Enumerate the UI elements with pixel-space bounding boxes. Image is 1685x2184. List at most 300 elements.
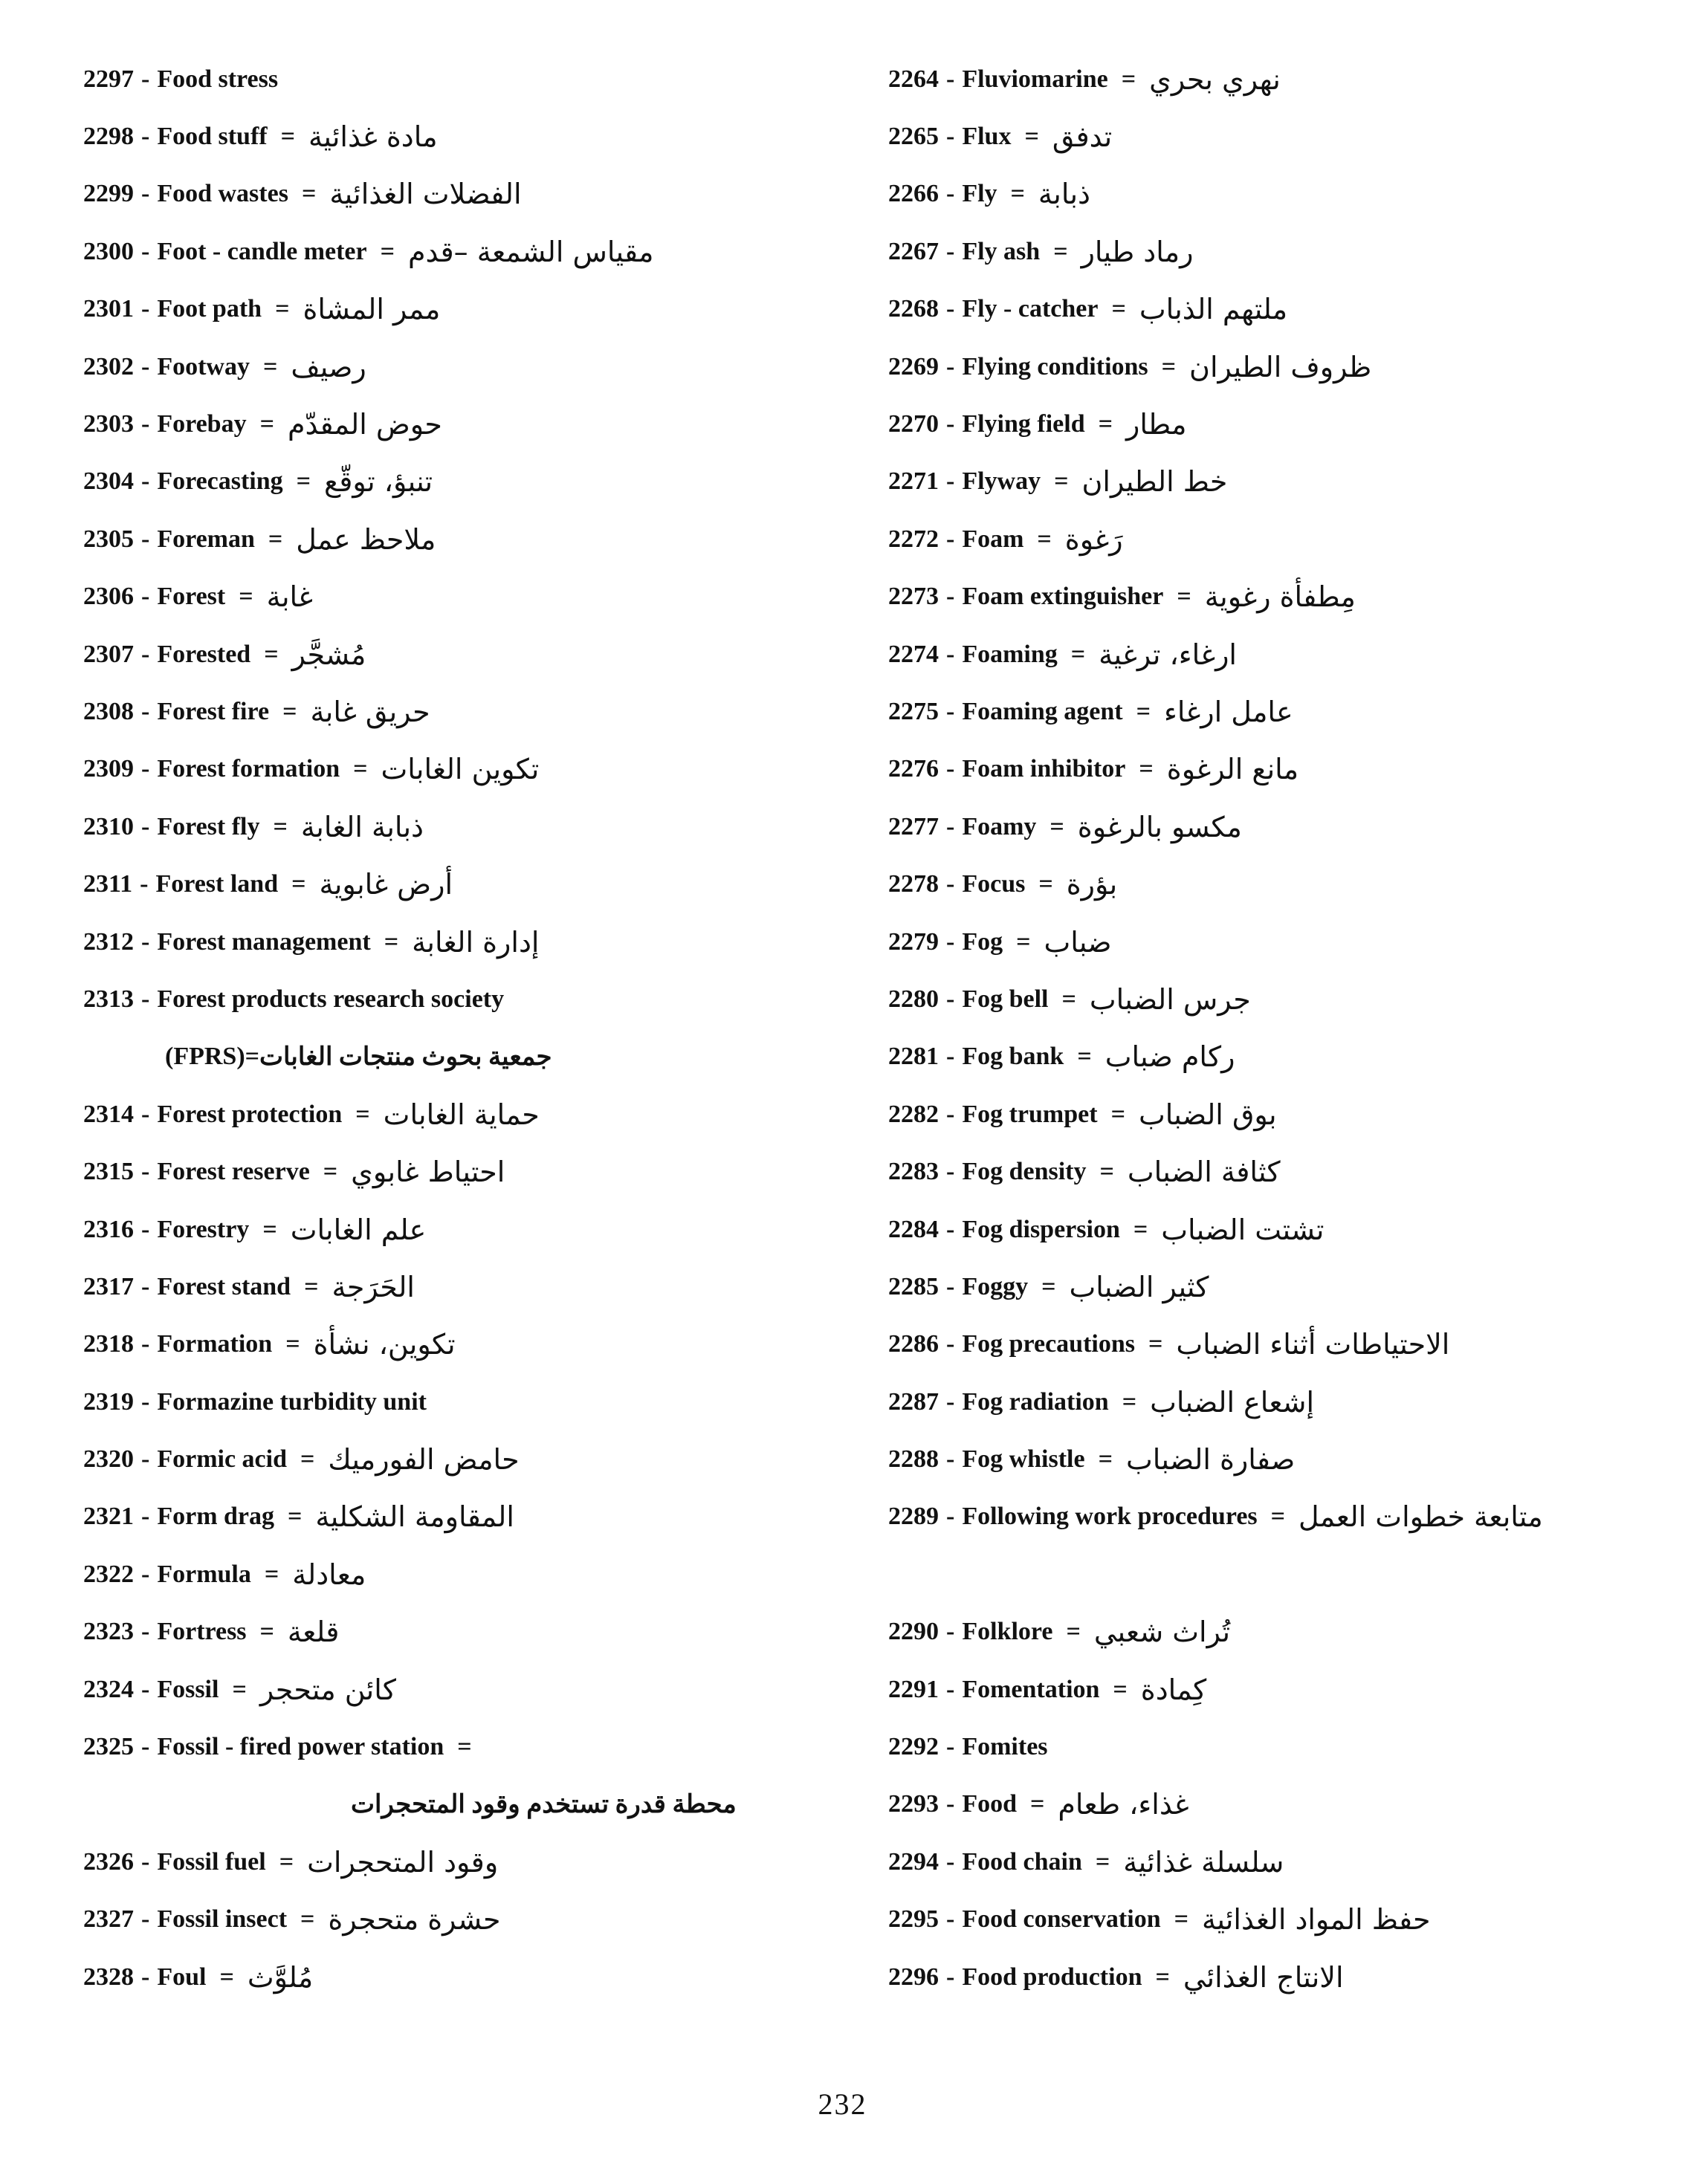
arabic-translation: سلسلة غذائية — [1123, 1845, 1284, 1879]
entry-dash: - — [946, 467, 955, 496]
entry-dash: - — [141, 410, 150, 438]
entry-number: 2271 — [888, 467, 939, 496]
entry-term: Formic acid — [157, 1445, 287, 1474]
entry-dash: - — [946, 123, 955, 151]
entry-dash: - — [946, 755, 955, 783]
arabic-translation: قلعة — [287, 1616, 340, 1649]
arabic-translation: مكسو بالرغوة — [1077, 810, 1242, 843]
glossary-entry — [888, 1028, 1669, 1086]
entry-number: 2285 — [888, 1272, 939, 1300]
entry-term: Flying conditions — [962, 352, 1148, 380]
entry-dash: - — [141, 180, 150, 208]
arabic-translation: حوض المقدّم — [287, 408, 442, 441]
entry-number: 2292 — [888, 1733, 939, 1761]
entry-number: 2308 — [83, 697, 134, 725]
glossary-entry — [888, 913, 1669, 971]
entry-number: 2283 — [888, 1158, 939, 1186]
equals-sign: = — [1139, 755, 1154, 783]
entry-dash: - — [946, 927, 955, 956]
glossary-entry — [888, 281, 1669, 338]
equals-sign: = — [1133, 1215, 1148, 1243]
entry-term: Formation — [157, 1330, 273, 1358]
arabic-translation: بؤرة — [1066, 868, 1118, 901]
entry-term: Foot - candle meter — [157, 237, 367, 265]
entry-term: Forebay — [157, 410, 247, 438]
entry-number: 2267 — [888, 237, 939, 265]
equals-sign: = — [1030, 1790, 1045, 1818]
equals-sign: = — [1077, 1043, 1092, 1071]
arabic-translation: حشرة متحجرة — [328, 1903, 501, 1937]
equals-sign: = — [262, 352, 278, 380]
glossary-entry — [83, 1546, 856, 1603]
entry-dash: - — [141, 65, 150, 93]
entry-term: Forest fly — [157, 812, 260, 840]
entry-dash: - — [946, 697, 955, 725]
entry-dash: - — [141, 812, 150, 840]
entry-term: Fog whistle — [962, 1445, 1085, 1474]
arabic-translation: جمعية بحوث منتجات الغابات — [259, 1043, 552, 1072]
arabic-translation: ممر المشاة — [303, 293, 441, 326]
entry-term: Formula — [157, 1560, 251, 1588]
entry-number: 2304 — [83, 467, 134, 496]
glossary-entry — [83, 1258, 856, 1315]
arabic-translation: مُلوَّث — [247, 1960, 314, 1994]
arabic-translation: متابعة خطوات العمل — [1298, 1500, 1543, 1534]
glossary-entry — [888, 1776, 1669, 1833]
glossary-entry — [83, 913, 856, 971]
arabic-translation: غذاء، طعام — [1058, 1788, 1189, 1821]
entry-term: Fortress — [157, 1618, 247, 1646]
entry-term: Foul — [157, 1963, 207, 1991]
entry-dash: - — [141, 1272, 150, 1300]
entry-dash: - — [946, 1215, 955, 1243]
entry-number: 2278 — [888, 870, 939, 898]
entry-number: 2269 — [888, 352, 939, 380]
equals-sign: = — [384, 927, 399, 956]
entry-dash: - — [141, 1618, 150, 1646]
entry-number: 2266 — [888, 180, 939, 208]
entry-term: Form drag — [157, 1503, 275, 1531]
arabic-translation: ظروف الطيران — [1189, 350, 1372, 383]
equals-sign: = — [1024, 123, 1039, 151]
glossary-entry — [83, 1948, 856, 2006]
entry-number: 2299 — [83, 180, 134, 208]
entry-term: Fog bank — [962, 1043, 1064, 1071]
arabic-translation: حفظ المواد الغذائية — [1201, 1903, 1431, 1937]
entry-number: 2307 — [83, 640, 134, 668]
glossary-entry — [888, 223, 1669, 280]
entry-term: Forest formation — [157, 755, 340, 783]
arabic-translation: مُشجَّر — [291, 638, 366, 671]
arabic-translation: عامل ارغاء — [1163, 695, 1293, 728]
arabic-translation: إشعاع الضباب — [1150, 1385, 1315, 1419]
equals-sign: = — [1053, 237, 1068, 265]
arabic-translation: الاحتياطات أثناء الضباب — [1176, 1328, 1450, 1361]
entry-term: Fomites — [962, 1733, 1048, 1761]
arabic-translation: مقياس الشمعة –قدم — [407, 235, 654, 268]
entry-number: 2280 — [888, 985, 939, 1013]
equals-sign: = — [1098, 410, 1113, 438]
entry-number: 2324 — [83, 1675, 134, 1703]
entry-dash: - — [946, 525, 955, 553]
entry-term: Foreman — [157, 525, 255, 553]
left-column — [83, 51, 856, 2006]
arabic-translation: ملاحظ عمل — [296, 522, 436, 556]
equals-sign: = — [282, 697, 297, 725]
entry-continuation — [83, 1028, 856, 1086]
arabic-translation: الفضلات الغذائية — [329, 178, 522, 211]
entry-term: Food stress — [157, 65, 279, 93]
entry-number: 2277 — [888, 812, 939, 840]
equals-sign: = — [1148, 1330, 1163, 1358]
entry-number: 2282 — [888, 1100, 939, 1128]
arabic-translation: رَغوة — [1064, 522, 1123, 556]
entry-dash: - — [946, 1387, 955, 1416]
entry-term: Fog precautions — [962, 1330, 1135, 1358]
entry-term: Forest stand — [157, 1272, 291, 1300]
page-number: 232 — [818, 2087, 867, 2121]
entry-term: Forest — [157, 583, 226, 611]
entry-term: Food wastes — [157, 180, 288, 208]
equals-sign: = — [300, 1445, 315, 1474]
equals-sign: = — [245, 1043, 260, 1071]
entry-dash: - — [141, 697, 150, 725]
entry-dash: - — [946, 1790, 955, 1818]
entry-term: Fog dispersion — [962, 1215, 1120, 1243]
entry-dash: - — [946, 640, 955, 668]
entry-number: 2298 — [83, 123, 134, 151]
entry-dash: - — [946, 410, 955, 438]
arabic-translation: كثافة الضباب — [1127, 1156, 1281, 1189]
entry-dash: - — [946, 352, 955, 380]
arabic-translation: الحَرَجة — [331, 1270, 415, 1303]
entry-dash: - — [141, 1100, 150, 1128]
entry-dash: - — [946, 180, 955, 208]
equals-sign: = — [353, 755, 368, 783]
glossary-entry — [83, 798, 856, 855]
equals-sign: = — [1038, 870, 1053, 898]
arabic-translation: ارغاء، ترغية — [1099, 638, 1237, 671]
glossary-entry — [888, 511, 1669, 568]
arabic-translation: المقاومة الشكلية — [315, 1500, 514, 1534]
glossary-entry — [888, 798, 1669, 855]
arabic-translation: ركام ضباب — [1105, 1040, 1235, 1074]
equals-sign: = — [1121, 65, 1136, 93]
entry-dash: - — [946, 1100, 955, 1128]
equals-sign: = — [1099, 1158, 1114, 1186]
entry-number: 2303 — [83, 410, 134, 438]
glossary-entry — [83, 281, 856, 338]
arabic-translation: حريق غابة — [310, 695, 430, 728]
entry-number: 2287 — [888, 1387, 939, 1416]
glossary-entry — [83, 568, 856, 626]
entry-continuation — [83, 1776, 856, 1833]
glossary-entry — [888, 741, 1669, 798]
entry-number: 2294 — [888, 1847, 939, 1876]
arabic-translation: تُراث شعبي — [1093, 1616, 1231, 1649]
right-column — [888, 51, 1669, 2006]
glossary-entry — [83, 51, 856, 108]
entry-term: Fossil - fired power station — [157, 1733, 444, 1761]
equals-sign: = — [323, 1158, 338, 1186]
equals-sign: = — [1041, 1272, 1056, 1300]
entry-number: 2273 — [888, 583, 939, 611]
entry-number: 2268 — [888, 295, 939, 323]
glossary-entry — [888, 855, 1669, 913]
entry-term: Fossil fuel — [157, 1847, 266, 1876]
equals-sign: = — [275, 295, 290, 323]
entry-number: 2295 — [888, 1905, 939, 1934]
glossary-entry — [83, 1833, 856, 1890]
entry-term: Forestry — [157, 1215, 250, 1243]
entry-term-continued: (FPRS) — [165, 1043, 245, 1071]
entry-number: 2306 — [83, 583, 134, 611]
equals-sign: = — [457, 1733, 472, 1761]
equals-sign: = — [1174, 1905, 1188, 1934]
entry-number: 2310 — [83, 812, 134, 840]
entry-number: 2279 — [888, 927, 939, 956]
glossary-entry — [888, 626, 1669, 683]
entry-dash: - — [141, 640, 150, 668]
glossary-entry — [888, 1948, 1669, 2006]
entry-term: Flux — [962, 123, 1012, 151]
glossary-entry — [83, 108, 856, 165]
entry-term: Fluviomarine — [962, 65, 1108, 93]
equals-sign: = — [301, 180, 317, 208]
equals-sign: = — [1270, 1503, 1286, 1531]
entry-dash: - — [946, 1905, 955, 1934]
equals-sign: = — [380, 237, 395, 265]
equals-sign: = — [268, 525, 283, 553]
entry-dash: - — [141, 1560, 150, 1588]
entry-dash: - — [946, 870, 955, 898]
blank-line — [888, 1546, 1669, 1603]
entry-dash: - — [141, 1158, 150, 1186]
equals-sign: = — [1111, 295, 1126, 323]
arabic-translation: خط الطيران — [1081, 465, 1228, 499]
entry-term: Focus — [962, 870, 1026, 898]
entry-number: 2291 — [888, 1675, 939, 1703]
entry-term: Food conservation — [962, 1905, 1161, 1934]
entry-dash: - — [946, 1272, 955, 1300]
entry-number: 2284 — [888, 1215, 939, 1243]
entry-number: 2314 — [83, 1100, 134, 1128]
glossary-entry — [888, 1718, 1669, 1775]
glossary-entry — [888, 1373, 1669, 1430]
glossary-entry — [83, 1891, 856, 1948]
entry-dash: - — [141, 1387, 150, 1416]
entry-dash: - — [946, 1043, 955, 1071]
arabic-translation: مطار — [1126, 408, 1187, 441]
entry-dash: - — [946, 237, 955, 265]
arabic-translation: إدارة الغابة — [412, 925, 540, 959]
glossary-entry — [888, 1833, 1669, 1890]
entry-dash: - — [141, 1733, 150, 1761]
glossary-entry — [83, 683, 856, 740]
arabic-translation: وقود المتحجرات — [307, 1845, 499, 1879]
arabic-translation: تنبؤ، توقّع — [324, 465, 433, 499]
arabic-translation: ذبابة — [1038, 178, 1090, 211]
entry-term: Foaming agent — [962, 697, 1123, 725]
glossary-entry — [888, 1891, 1669, 1948]
equals-sign: = — [1010, 180, 1025, 208]
glossary-entry — [888, 1086, 1669, 1143]
entry-number: 2327 — [83, 1905, 134, 1934]
entry-number: 2328 — [83, 1963, 134, 1991]
glossary-entry — [888, 338, 1669, 395]
arabic-translation: تشتت الضباب — [1161, 1213, 1325, 1246]
entry-number: 2320 — [83, 1445, 134, 1474]
arabic-translation: علم الغابات — [290, 1213, 427, 1246]
equals-sign: = — [232, 1675, 247, 1703]
equals-sign: = — [1054, 467, 1069, 496]
equals-sign: = — [1110, 1100, 1125, 1128]
entry-number: 2319 — [83, 1387, 134, 1416]
entry-dash: - — [946, 1618, 955, 1646]
entry-number: 2286 — [888, 1330, 939, 1358]
glossary-entry — [83, 1430, 856, 1488]
glossary-entry — [83, 338, 856, 395]
glossary-entry — [888, 1201, 1669, 1258]
equals-sign: = — [273, 812, 288, 840]
arabic-translation: نهري بحري — [1149, 62, 1281, 96]
entry-term: Foam inhibitor — [962, 755, 1126, 783]
equals-sign: = — [259, 410, 274, 438]
entry-number: 2270 — [888, 410, 939, 438]
equals-sign: = — [1177, 583, 1191, 611]
equals-sign: = — [219, 1963, 234, 1991]
entry-term: Foamy — [962, 812, 1037, 840]
entry-term: Fly — [962, 180, 997, 208]
entry-term: Fog density — [962, 1158, 1087, 1186]
entry-term: Forest fire — [157, 697, 270, 725]
glossary-entry — [83, 395, 856, 453]
entry-term: Fog — [962, 927, 1003, 956]
entry-term: Foaming — [962, 640, 1058, 668]
entry-term: Fossil insect — [157, 1905, 288, 1934]
entry-term: Forecasting — [157, 467, 283, 496]
entry-number: 2274 — [888, 640, 939, 668]
glossary-entry — [83, 166, 856, 223]
entry-dash: - — [141, 467, 150, 496]
entry-number: 2318 — [83, 1330, 134, 1358]
equals-sign: = — [1050, 812, 1064, 840]
entry-term: Formazine turbidity unit — [157, 1387, 427, 1416]
entry-term: Forested — [157, 640, 251, 668]
arabic-translation: غابة — [266, 580, 313, 614]
arabic-translation: بوق الضباب — [1138, 1098, 1277, 1131]
entry-dash: - — [946, 1330, 955, 1358]
glossary-entry — [83, 1488, 856, 1546]
arabic-translation: تكوين، نشأة — [313, 1328, 456, 1361]
glossary-entry — [83, 1661, 856, 1718]
equals-sign: = — [1161, 352, 1177, 380]
arabic-translation: رماد طيار — [1081, 235, 1194, 268]
entry-dash: - — [141, 352, 150, 380]
equals-sign: = — [1095, 1847, 1110, 1876]
equals-sign: = — [264, 1560, 279, 1588]
glossary-entry — [83, 1718, 856, 1775]
arabic-translation: حماية الغابات — [383, 1098, 540, 1131]
entry-term: Footway — [157, 352, 250, 380]
equals-sign: = — [300, 1905, 315, 1934]
arabic-translation: مانع الرغوة — [1166, 753, 1299, 786]
glossary-entry — [83, 855, 856, 913]
glossary-entry — [83, 1373, 856, 1430]
entry-term: Food — [962, 1790, 1018, 1818]
equals-sign: = — [285, 1330, 300, 1358]
entry-number: 2289 — [888, 1503, 939, 1531]
entry-number: 2264 — [888, 65, 939, 93]
entry-number: 2275 — [888, 697, 939, 725]
glossary-entry — [888, 453, 1669, 511]
arabic-translation: مادة غذائية — [308, 120, 438, 154]
entry-term: Fossil — [157, 1675, 219, 1703]
entry-dash: - — [141, 1675, 150, 1703]
equals-sign: = — [1037, 525, 1052, 553]
entry-number: 2312 — [83, 927, 134, 956]
entry-number: 2316 — [83, 1215, 134, 1243]
entry-number: 2302 — [83, 352, 134, 380]
entry-dash: - — [946, 1963, 955, 1991]
glossary-entry — [888, 166, 1669, 223]
entry-term: Following work procedures — [962, 1503, 1258, 1531]
glossary-entry — [888, 683, 1669, 740]
entry-dash: - — [141, 525, 150, 553]
arabic-translation: كِمادة — [1140, 1673, 1207, 1706]
glossary-entry — [888, 1143, 1669, 1200]
arabic-translation: تكوين الغابات — [381, 753, 540, 786]
entry-dash: - — [141, 1503, 150, 1531]
equals-sign: = — [1113, 1675, 1128, 1703]
glossary-entry — [888, 395, 1669, 453]
arabic-translation: رصيف — [291, 350, 366, 383]
entry-dash: - — [141, 927, 150, 956]
arabic-translation: أرض غابوية — [319, 868, 453, 901]
entry-term: Foggy — [962, 1272, 1029, 1300]
entry-number: 2265 — [888, 123, 939, 151]
entry-number: 2323 — [83, 1618, 134, 1646]
entry-dash: - — [141, 755, 150, 783]
entry-term: Fog radiation — [962, 1387, 1109, 1416]
equals-sign: = — [239, 583, 253, 611]
entry-term: Food chain — [962, 1847, 1082, 1876]
glossary-entry — [888, 1661, 1669, 1718]
entry-number: 2315 — [83, 1158, 134, 1186]
glossary-entry — [888, 1604, 1669, 1661]
glossary-entry — [83, 1604, 856, 1661]
equals-sign: = — [280, 123, 295, 151]
entry-term: Fomentation — [962, 1675, 1100, 1703]
glossary-entry — [83, 741, 856, 798]
entry-number: 2326 — [83, 1847, 134, 1876]
entry-term: Fly ash — [962, 237, 1041, 265]
arabic-translation: مِطفأة رغوية — [1204, 580, 1356, 614]
glossary-entry — [83, 223, 856, 280]
arabic-translation: ضباب — [1044, 925, 1112, 959]
equals-sign: = — [296, 467, 311, 496]
entry-number: 2290 — [888, 1618, 939, 1646]
entry-number: 2305 — [83, 525, 134, 553]
entry-dash: - — [141, 1445, 150, 1474]
entry-dash: - — [946, 1733, 955, 1761]
glossary-entry — [83, 1086, 856, 1143]
entry-term: Food stuff — [157, 123, 268, 151]
entry-term: Forest land — [155, 870, 279, 898]
entry-dash: - — [946, 812, 955, 840]
arabic-translation: ملتهم الذباب — [1139, 293, 1288, 326]
entry-dash: - — [946, 1675, 955, 1703]
